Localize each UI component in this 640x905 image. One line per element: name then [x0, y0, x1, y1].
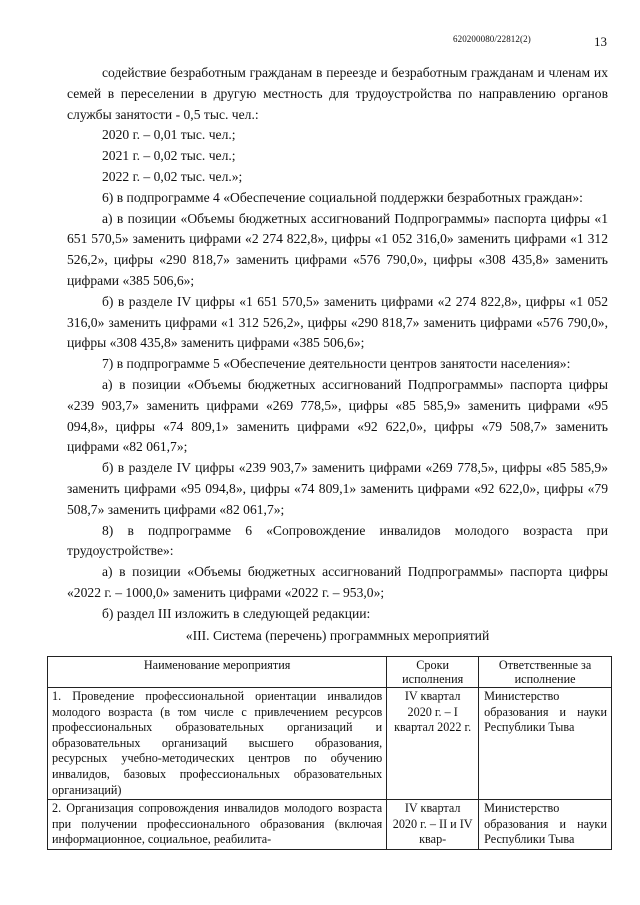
paragraph: 2022 г. – 0,02 тыс. чел.»;	[102, 168, 243, 184]
deadline-cell: IV квартал 2020 г. – I квартал 2022 г.	[387, 688, 479, 800]
header-measure-name: Наименование мероприятия	[48, 657, 387, 688]
responsible-cell: Министерство образования и науки Республики Тыва	[479, 688, 612, 800]
table-row	[48, 688, 612, 800]
paragraph: 8) в подпрограмме 6 «Сопровождение инвалидов молодого возраста при трудоустройстве»:	[67, 522, 608, 559]
table-row	[48, 800, 612, 850]
responsible-cell: Министерство образования и науки Республики Тыва	[479, 800, 612, 850]
paragraph: б) в разделе IV цифры «239 903,7» заменить цифрами «269 778,5», цифры «85 585,9» заменить цифрами «95 094,8», цифры «74 809,1» заменить цифрами «92 622,0», цифры «79 508,7» заменить цифрами «82 061,7»;	[67, 460, 608, 517]
header-responsible: Ответственные за исполнение	[479, 657, 612, 688]
header-deadline: Сроки исполнения	[387, 657, 479, 688]
paragraph: содействие безработным гражданам в переезде и безработным гражданам и членам их семей в переселении в другую местность для трудоустройства по направлению органов службы занятости - 0,5 тыс. чел.:	[67, 65, 608, 122]
document-id: 620200080/22812(2)	[453, 34, 531, 44]
paragraph: б) раздел III изложить в следующей редакции:	[102, 605, 371, 621]
measure-name-cell: 2. Организация сопровождения инвалидов молодого возраста при получении профессионального образования (включая информационное, социальное, реабилита-	[48, 800, 387, 850]
paragraph: 7) в подпрограмме 5 «Обеспечение деятельности центров занятости населения»:	[102, 356, 571, 372]
table-header-row	[48, 657, 612, 688]
document-body	[67, 63, 608, 646]
measure-name-cell: 1. Проведение профессиональной ориентации инвалидов молодого возраста (в том числе с привлечением ресурсов профессиональных образовательных организаций и образовательных организаций высшего образования, ресурсных учебно-методических центров по обучению инвалидов, базовых профессиональных образовательных организаций)	[48, 688, 387, 800]
paragraph: а) в позиции «Объемы бюджетных ассигнований Подпрограммы» паспорта цифры «1 651 570,5» заменить цифрами «2 274 822,8», цифры «1 052 316,0» заменить цифрами «1 312 526,2», цифры «290 818,7» заменить цифрами «576 790,0», цифры «308 435,8» заменить цифрами «385 506,6»;	[67, 210, 608, 288]
paragraph: 6) в подпрограмме 4 «Обеспечение социальной поддержки безработных граждан»:	[102, 189, 583, 205]
paragraph: 2021 г. – 0,02 тыс. чел.;	[102, 148, 236, 164]
page-number: 13	[594, 34, 607, 49]
paragraph: а) в позиции «Объемы бюджетных ассигнований Подпрограммы» паспорта цифры «2022 г. – 1000,0» заменить цифрами «2022 г. – 953,0»;	[67, 564, 608, 600]
measures-table	[47, 656, 612, 850]
paragraph: б) в разделе IV цифры «1 651 570,5» заменить цифрами «2 274 822,8», цифры «1 052 316,0» заменить цифрами «1 312 526,2», цифры «290 818,7» заменить цифрами «576 790,0», цифры «308 435,8» заменить цифрами «385 506,6»;	[67, 293, 608, 351]
deadline-cell: IV квартал 2020 г. – II и IV квар-	[387, 800, 479, 850]
paragraph: 2020 г. – 0,01 тыс. чел.;	[102, 127, 236, 143]
section-title: «III. Система (перечень) программных мероприятий	[185, 627, 490, 643]
paragraph: а) в позиции «Объемы бюджетных ассигнований Подпрограммы» паспорта цифры «239 903,7» заменить цифрами «269 778,5», цифры «85 585,9» заменить цифрами «95 094,8», цифры «74 809,1» заменить цифрами «92 622,0», цифры «79 508,7» заменить цифрами «82 061,7»;	[67, 376, 608, 455]
